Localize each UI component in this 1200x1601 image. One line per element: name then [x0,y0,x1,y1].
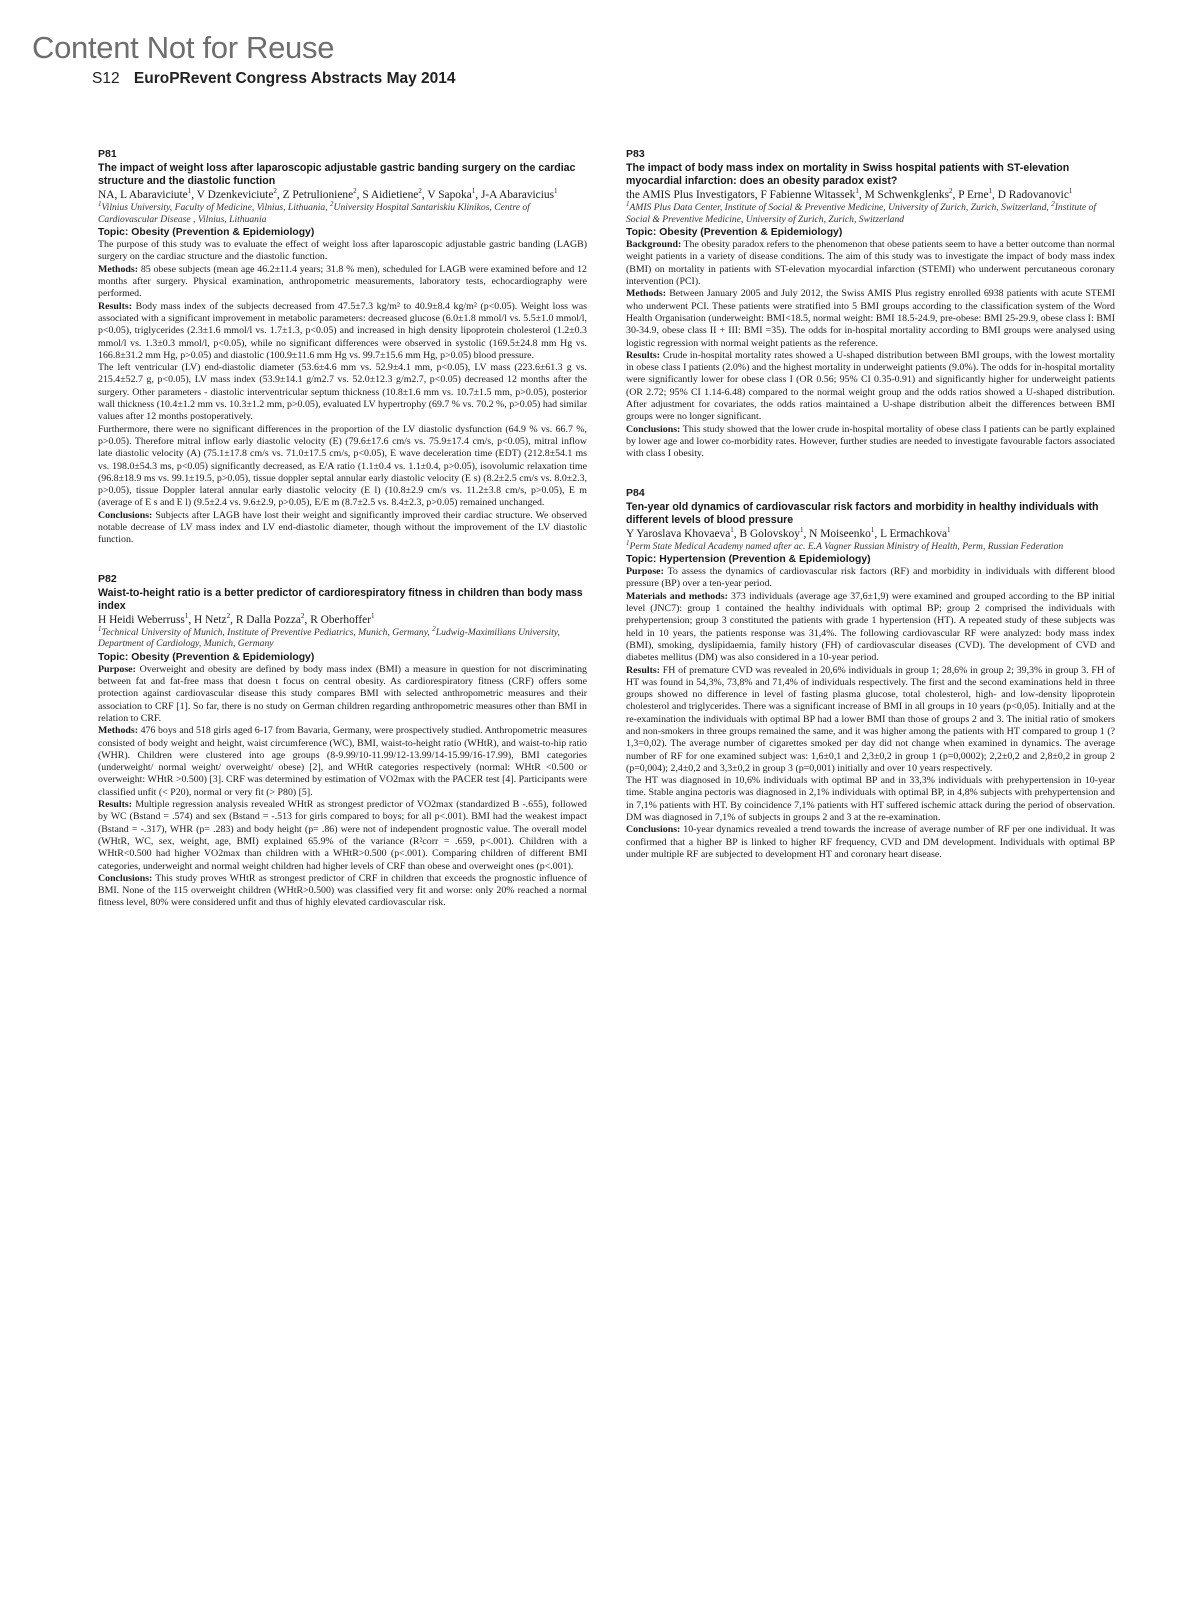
abstract-paragraph [98,664,587,725]
author-superscript: 1 [184,611,189,620]
author-superscript: 1 [855,187,859,196]
affiliations [626,199,1115,225]
affiliation-text: Technical University of Munich, Institute of Preventive Pediatrics, Munich, Germany, [101,626,433,638]
author-name: V Dzenkeviciute [196,189,274,201]
abstract-title: The impact of body mass index on mortality in Swiss hospital patients with ST-elevation myocardial infarction: does an obesity paradox exist? [626,162,1070,187]
section-label: Purpose: [626,566,664,578]
section-text: Overweight and obesity are defined by body mass index (BMI) a measure in question for not discriminating between fat and fat-free mass that doesn t focus on central obesity. As cardiorespiratory fitness (CRF) offers some protection against cardiovascular disease this study compares BMI with selected anthropometric measures and their association to CRF [1]. So far, there is no study on German children regarding anthropometric measures other than BMI in relation to CRF. [98,663,587,724]
section-text: This study proves WHtR as strongest predictor of CRF in children that exceeds the prognostic influence of BMI. None of the 115 overweight children (WHtR>0.500) was classified very fit and worse: only 20% reached a normal fitness level, 80% were considered unfit and thus of highly elevated cardiovascular risk. [98,872,587,909]
section-label: Background: [626,239,682,251]
affiliations [98,624,587,650]
section-text: Between January 2005 and July 2012, the Swiss AMIS Plus registry enrolled 6938 patients with acute STEMI who underwent PCI. These patients were stratified into 5 BMI groups according to the classification system of the Word Health Organisation (underweight: BMI<18.5, normal weight: BMI 18.5-24.9, pre-obese: BMI 25-29.9, obese class I: BMI 30-34.9, obese class II + III: BMI =35). The odds for in-hospital mortality according to BMI groups were analysed using logistic regression with normal weight patients as the reference. [626,288,1115,349]
author-name: Z Petrulioniene [282,189,354,201]
section-text: FH of premature CVD was revealed in 20,6% individuals in group 1; 28,6% in group 2; 39,3% in group 3. FH of HT was found in 54,3%, 73,8% and 71,4% of individuals respectively. The first and the second examinations held in three groups showed no difference in level of fasting plasma glucose, total cholesterol, high- and low-density lipoprotein cholesterol and triglycerides. There was a significant increase of BMI in all groups in 10 years (p<0,05). Initially and at the re-examination the individuals with optimal BP had a lower BMI than those of groups 2 and 3. The initial ratio of smokers and non-smokers in three groups remained the same, and it was higher among the patients with HT compared to group 1 (?1,3=0,02). The average number of cigarettes smoked per day did not change when examined in dynamics. The average number of RF for one examined subject was: 1,6±0,1 and 2,3±0,2 in group 1 (p=0,0002); 2,2±0,2 and 2,8±0,2 in group 2 (p=0,004); 2,4±0,2 and 3,3±0,2 in group 3 (p=0,001) initially and over 10 years respectively. [626,664,1115,774]
abstract-paragraph [98,239,587,264]
abstract-paragraph [626,566,1115,591]
affiliation-superscript: 1 [626,199,630,208]
abstract-p81 [98,148,587,547]
section-text: Crude in-hospital mortality rates showed a U-shaped distribution between BMI groups, with the lowest mortality in obese class I patients (2.0%) and the highest mortality in underweight patients (9.0%). The odds for in-hospital mortality were significantly lower for obese class I (OR 0.56; 95% CI 0.35-0.91) and significantly higher for underweight patients (OR 2.72; 95% CI 1.14-6.48) compared to the normal weight group and the odds ratios showed a U-shaped distribution. After adjustment for covariates, the odds ratios maintained a U-shape distribution albeit the differences between BMI groups were no longer significant. [626,349,1115,423]
author-superscript: 1 [187,187,192,196]
abstract-paragraph [98,424,587,510]
section-text: The left ventricular (LV) end-diastolic diameter (53.6±4.6 mm vs. 52.9±4.1 mm, p<0.05), LV mass (223.6±61.3 g vs. 215.4±52.7 g, p<0.05), LV mass index (53.9±14.1 g/m2.7 vs. 52.0±12.3 g/m2.7, p<0.05) decreased 12 months after the surgery. Other parameters - diastolic interventricular septum thickness (10.8±1.6 mm vs. 10.7±1.5 mm, p>0.05), posterior wall thickness (10.4±1.2 mm vs. 10.3±1.2 mm, p>0.05), evaluated LV hypertrophy (69.7 % vs. 70.2 %, p>0.05) had similar values after 12 months postoperatively. [98,362,587,423]
section-text: The purpose of this study was to evaluate the effect of weight loss after laparoscopic adjustable gastric banding (LAGB) surgery on the cardiac structure and the diastolic function. [98,239,587,263]
page-number: S12 [92,70,120,87]
section-label: Results: [98,300,133,312]
author-superscript: 1 [947,525,951,534]
affiliation-superscript: 2 [330,199,334,208]
section-text: Subjects after LAGB have lost their weight and significantly improved their cardiac structure. We observed notable decrease of LV mass index and LV end-diastolic diameter, though without the improvement of the LV diastolic function. [98,509,587,546]
affiliation-text: AMIS Plus Data Center, Institute of Social & Preventive Medicine, University of Zurich, Zurich, Switzerland, [629,202,1052,213]
author-list: NA, L Abaraviciute$^1$, V Dzenkeviciute$^2$, Z Petrulioniene$^2$, S Aidietiene$^2$, V Sapoka$^1$, J-A Abaravicius$^1$ [98,187,558,201]
abstract-topic: Topic: Hypertension (Prevention & Epidemiology) [626,554,871,566]
abstract-paragraph [626,775,1115,824]
section-label: Materials and methods: [626,590,728,602]
section-text: 373 individuals (average age 37,6±1,9) were examined and grouped according to the BP initial level (JNC7): group 1 contained the healthy individuals with optimal BP; group 2 comprised the individuals with prehypertension; group 3 constituted the patients with grade 1 hypertension (HT). A repeated study of these subjects was held in 10 years, the patients response was 31,4%. The following cardiovascular RF were analyzed: body mass index (BMI), smoking, dyslipidaemia, family history (FH) of cardiovascular diseases (CVD). The development of CVD and diabetes mellitus (DM) was also considered in a 10-year period. [626,590,1115,664]
abstract-body [626,566,1115,861]
abstract-body [98,664,587,910]
author-name: H Heidi Weberruss [98,613,185,626]
author-name: M Schwenkglenks [864,189,950,201]
affiliation-superscript: 1 [98,624,102,633]
abstract-topic: Topic: Obesity (Prevention & Epidemiology) [626,227,843,239]
author-name: NA, L Abaraviciute [98,189,188,201]
affiliation-superscript: 1 [98,199,102,208]
affiliation-text: Institute of Social & Preventive Medicine, University of Zurich, Zurich, Switzerland [626,202,1097,225]
abstract-topic: Topic: Obesity (Prevention & Epidemiology) [98,651,315,663]
section-text: Body mass index of the subjects decreased from 47.5±7.3 kg/m² to 40.9±8.4 kg/m² (p<0.05). Weight loss was associated with a significant improvement in metabolic parameters: decreased glucose (6.0±1.8 mmol/l vs. 5.5±1.0 mmol/l, p<0.05), triglycerides (2.3±1.6 mmol/l vs. 1.7±1.3, p<0.05) and increased in high density lipoprotein cholesterol (1.2±0.3 mmol/l vs. 1.3±0.3 mmol/l, p<0.05), while no significant differences were observed in systolic (169.5±24.8 mm Hg vs. 166.8±31.2 mm Hg, p>0.05) and diastolic (100.9±11.6 mm Hg vs. 99.7±15.6 mm Hg, p>0.05) blood pressure. [98,300,587,361]
affiliations [98,199,587,225]
section-label: Methods: [626,288,667,300]
author-name: Y Yaroslava Khovaeva [626,527,731,540]
right-column [626,148,1115,887]
author-superscript: 1 [554,187,558,196]
section-text: Multiple regression analysis revealed WHtR as strongest predictor of VO2max (standardized B -.655), followed by WC (Bstand = .574) and sex (Bstand = -.513 for girls compared to boys; for all p<.001). BMI had the weakest impact (Bstand = -.317), WHR (p= .283) and body height (p= .86) were not of independent prognostic value. The overall model (WHtR, WC, sex, weight, age, BMI) explained 65.9% of the variance (R²corr = .659, p<.001). Children with a WHtR<0.500 had higher VO2max than children with a WHtR>0.500 (p<.001). Comparing children of different BMI categories, underweight and normal weight children had higher levels of CRF than obese and overweight ones (p<.001). [98,799,587,872]
abstract-paragraph [98,362,587,423]
abstract-p83 [626,148,1115,461]
section-text: 10-year dynamics revealed a trend towards the increase of average number of RF per one individual. It was confirmed that a higher BP is linked to higher RF frequency, CVD and DM development. Individuals with optimal BP under multiple RF are subjected to development HT and coronary heart disease. [626,824,1115,860]
abstract-number: P84 [626,486,645,499]
affiliation-text: Ludwig-Maximilians University, Department of Cardiology, Munich, Germany [98,626,560,650]
affiliation-text: Vilnius University, Faculty of Medicine, Vilnius, Lithuania, [101,202,331,213]
abstract-p82 [98,573,587,910]
abstract-paragraph [98,301,587,362]
abstract-paragraph [626,824,1115,861]
section-text: The obesity paradox refers to the phenomenon that obese patients seem to have a better outcome than normal weight patients in a variety of disease conditions. The aim of this study was to investigate the impact of body mass index (BMI) on mortality in patients with ST-elevation myocardial infarction (STEMI) who underwent percutaneous coronary intervention (PCI). [626,239,1115,288]
author-name: R Oberhoffer [310,613,372,626]
author-name: H Netz [194,613,227,626]
author-list: Y Yaroslava Khovaeva$^1$, B Golovskoy$^1$, N Moiseenko$^1$, L Ermachkova$^1$ [626,525,951,540]
affiliation-superscript: 2 [432,624,436,633]
section-label: Conclusions: [98,872,153,884]
abstract-body [98,239,587,546]
section-label: Methods: [98,263,139,275]
watermark-text: Content Not for Reuse [32,30,335,65]
affiliation-superscript: 1 [626,538,630,547]
abstract-paragraph [98,264,587,301]
author-name: V Sapoka [427,189,472,201]
author-superscript: 2 [300,611,305,620]
author-superscript: 1 [870,525,875,534]
author-superscript: 2 [273,187,277,196]
author-superscript: 2 [226,611,231,620]
author-name: B Golovskoy [739,527,800,540]
author-name: D Radovanovic [997,189,1069,201]
section-text: Furthermore, there were no significant differences in the proportion of the LV diastolic dysfunction (64.9 % vs. 66.7 %, p>0.05). Therefore mitral inflow early diastolic velocity (E) (79.6±17.6 cm/s vs. 75.9±17.4 cm/s, p<0.05), mitral inflow late diastolic velocity (A) (75.1±17.8 cm/s vs. 71.0±17.5 cm/s, p<0.05), E wave deceleration time (EDT) (212.8±54.1 ms vs. 198.0±54.3 ms, p<0.05) significantly decreased, as E/A ratio (1.1±0.4 vs. 1.1±0.4, p>0.05), isovolumic relaxation time (96.8±18.9 ms vs. 99.1±19.5, p>0.05), tissue doppler septal annular early diastolic velocity (E s) (8.2±2.5 cm/s vs. 8.0±2.3, p>0.05), tissue Doppler lateral annular early diastolic velocity (E l) (10.8±2.9 cm/s vs. 11.2±3.8 cm/s, p>0.05), E m (average of E s and E l) (9.5±2.4 vs. 9.6±2.9, p>0.05), E/E m (8.7±2.5 vs. 8.4±2.3, p>0.05) remained unchanged. [98,423,587,509]
author-superscript: 1 [799,525,804,534]
author-name: J-A Abaravicius [480,189,555,201]
affiliation-text: University Hospital Santariskiu Klinikos, Centre of Cardiovascular Disease , Vilnius, Lithuania [98,202,530,225]
author-list: H Heidi Weberruss$^1$, H Netz$^2$, R Dalla Pozza$^2$, R Oberhoffer$^1$ [98,611,375,626]
abstract-paragraph [98,799,587,873]
abstract-paragraph [98,510,587,547]
affiliation-superscript: 2 [1051,199,1055,208]
author-superscript: 1 [1068,187,1073,196]
abstract-title: The impact of weight loss after laparoscopic adjustable gastric banding surgery on the cardiac structure and the diastolic function [98,162,576,187]
abstract-p84 [626,487,1115,862]
author-name: S Aidietiene [362,189,419,201]
affiliations [626,538,1115,553]
section-label: Conclusions: [626,423,681,435]
author-name: R Dalla Pozza [235,613,301,626]
author-superscript: 2 [418,187,422,196]
abstract-number: P82 [98,572,117,585]
abstract-title: Ten-year old dynamics of cardiovascular risk factors and morbidity in healthy individuals with different levels of blood pressure [626,500,1099,526]
author-name: N Moiseenko [809,527,871,540]
author-name: P Erne [958,189,989,201]
section-label: Purpose: [98,663,136,675]
author-name: the AMIS Plus Investigators, F Fabienne Witassek [626,189,856,201]
journal-title: EuroPRevent Congress Abstracts May 2014 [133,70,456,87]
abstract-paragraph [626,239,1115,288]
section-text: To assess the dynamics of cardiovascular risk factors (RF) and morbidity in individuals with different blood pressure (BP) over a ten-year period. [626,566,1115,590]
abstract-paragraph [98,725,587,799]
author-superscript: 1 [988,187,993,196]
author-superscript: 2 [949,187,953,196]
section-label: Methods: [98,725,139,737]
section-label: Conclusions: [98,509,153,521]
author-superscript: 1 [371,611,375,620]
abstract-number: P81 [98,148,117,160]
abstract-paragraph [626,591,1115,665]
abstract-title: Waist-to-height ratio is a better predictor of cardiorespiratory fitness in children than body mass index [98,586,583,612]
running-head [92,70,456,88]
abstract-paragraph [98,873,587,910]
section-text: 476 boys and 518 girls aged 6-17 from Bavaria, Germany, were prospectively studied. Anthropometric measures consisted of body weight and height, waist circumference (WC), BMI, waist-to-height ratio (WHtR), and waist-to-hip ratio (WHR). Children were clustered into age groups (8-9.99/10-11.99/12-13.99/14-15.99/16-17.99), BMI categories (underweight/ normal weight/ overweight/ obese) [2], and WHtR categories respectively (normal: WHtR <0.500 or overweight: WHtR >0.500) [3]. CRF was determined by estimation of VO2max with the PACER test [4]. Participants were classified unfit (< P20), normal or very fit (> P80) [5]. [98,725,587,798]
abstract-paragraph [626,424,1115,461]
abstract-paragraph [626,288,1115,349]
author-superscript: 1 [471,187,476,196]
abstract-topic: Topic: Obesity (Prevention & Epidemiology) [98,227,315,239]
abstract-number: P83 [626,148,645,160]
author-superscript: 1 [730,525,734,534]
section-label: Results: [626,664,661,676]
abstract-paragraph [626,665,1115,776]
section-text: This study showed that the lower crude in-hospital mortality of obese class I patients can be partly explained by lower age and lower co-morbidity rates. However, further studies are needed to investigate favourable factors associated with class I obesity. [626,423,1115,460]
author-superscript: 2 [353,187,357,196]
left-column [98,148,587,936]
section-label: Conclusions: [626,824,681,836]
affiliation-text: Perm State Medical Academy named after ac. E.A Vagner Russian Ministry of Health, Perm, Russian Federation [629,540,1064,552]
section-label: Results: [626,349,661,361]
author-list: the AMIS Plus Investigators, F Fabienne Witassek$^1$, M Schwenkglenks$^2$, P Erne$^1$, D Radovanovic$^1$ [626,187,1073,201]
author-name: L Ermachkova [880,527,948,540]
abstract-paragraph [626,350,1115,424]
section-text: 85 obese subjects (mean age 46.2±11.4 years; 31.8 % men), scheduled for LAGB were examined before and 12 months after surgery. Physical examination, anthropometric measurements, laboratory tests, echocardiography were performed. [98,263,587,300]
section-text: The HT was diagnosed in 10,6% individuals with optimal BP and in 33,3% individuals with prehypertension in 10-year time. Stable angina pectoris was diagnosed in 2,1% individuals with optimal BP, in 4,8% subjects with prehypertension and in 7,1% patients with HT. By coincidence 7,1% patients with HT suffered ischemic attack during the period of observation. DM was diagnosed in 7,1% of subjects in groups 2 and 3 at the re-examination. [626,775,1115,824]
abstract-body [626,239,1115,460]
section-label: Results: [98,799,133,811]
